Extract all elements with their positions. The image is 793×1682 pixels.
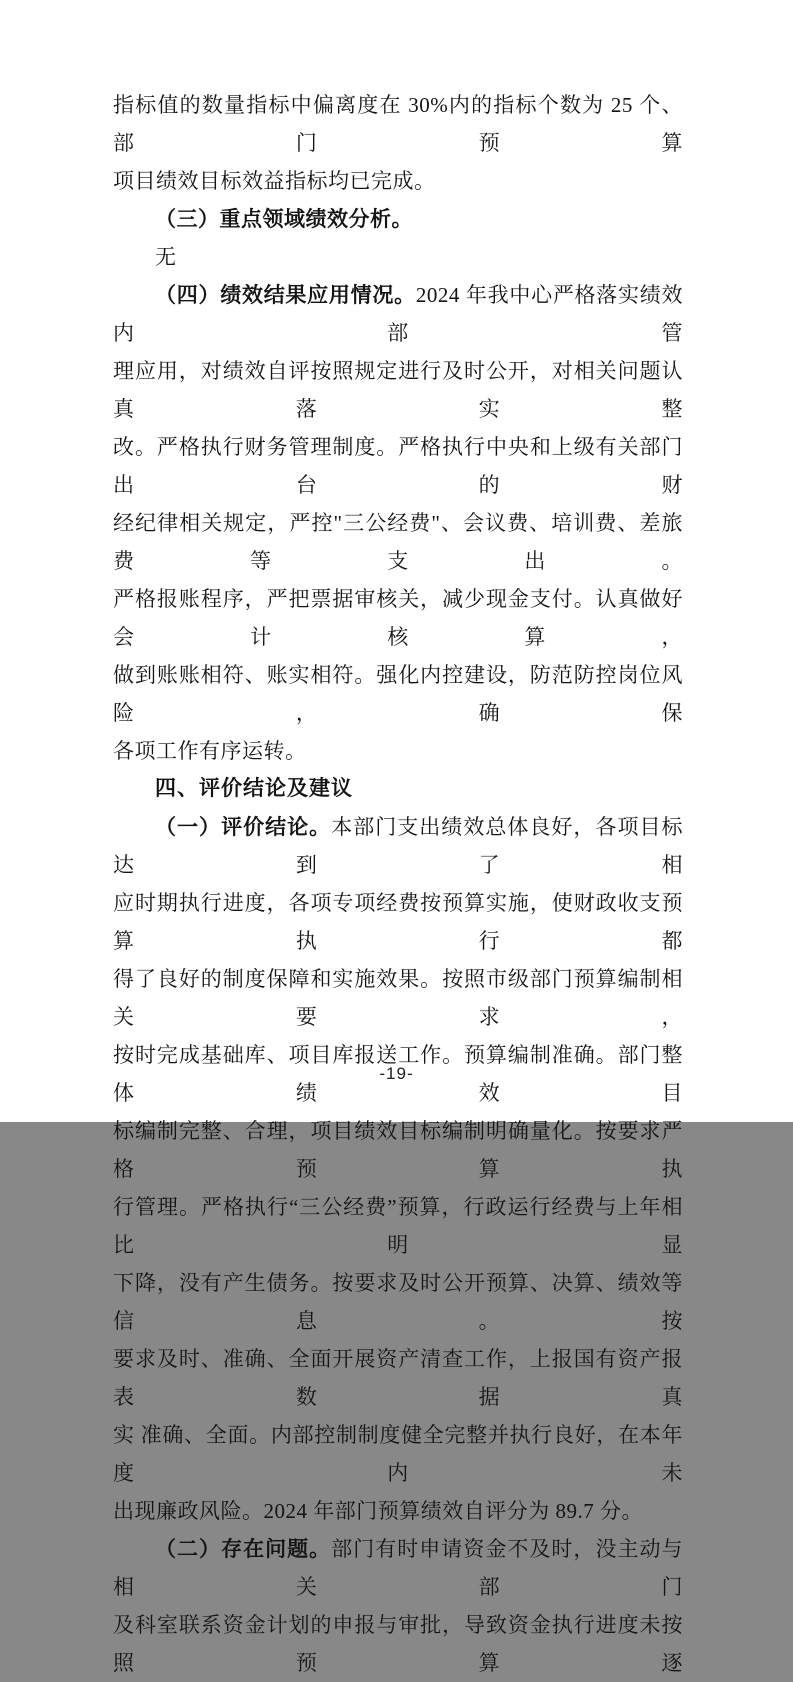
text-line <box>113 656 683 732</box>
body-text: 经纪律相关规定，严控"三公经费"、会议费、培训费、差旅费等支出。 <box>113 511 683 573</box>
text-line <box>113 1264 683 1340</box>
text-line <box>113 884 683 960</box>
body-text: 做到账账相符、账实相符。强化内控建设，防范防控岗位风险，确保 <box>113 663 683 725</box>
page-number: -19- <box>379 1064 414 1083</box>
body-text: 严格报账程序，严把票据审核关，减少现金支付。认真做好会计核算， <box>113 587 683 649</box>
text-line <box>113 162 683 200</box>
text-line <box>113 1112 683 1188</box>
text-line <box>113 1606 683 1682</box>
text-line <box>113 352 683 428</box>
text-line <box>113 1416 683 1492</box>
text-line <box>113 504 683 580</box>
body-text: 指标值的数量指标中偏离度在 30%内的指标个数为 25 个、部门预算 <box>113 93 683 155</box>
text-line <box>113 580 683 656</box>
body-text: 部门有时申请资金不及时，没主动与相关部门 <box>113 1537 684 1599</box>
text-line <box>113 1530 683 1606</box>
body-text: 改。严格执行财务管理制度。严格执行中央和上级有关部门出台的财 <box>113 435 683 497</box>
text-line <box>113 808 683 884</box>
body-text: 各项工作有序运转。 <box>113 739 307 763</box>
text-line <box>113 1340 683 1416</box>
subheading-text: （一）评价结论。 <box>155 815 332 839</box>
body-text: 出现廉政风险。2024 年部门预算绩效自评分为 89.7 分。 <box>113 1499 643 1523</box>
subheading-text: （四）绩效结果应用情况。 <box>155 283 416 307</box>
body-text: 按时完成基础库、项目库报送工作。预算编制准确。部门整体绩效目 <box>113 1043 683 1105</box>
body-text: 下降，没有产生债务。按要求及时公开预算、决算、绩效等信息。按 <box>113 1271 683 1333</box>
subheading-text: （三）重点领域绩效分析。 <box>155 207 413 231</box>
text-line <box>113 960 683 1036</box>
text-line <box>113 1188 683 1264</box>
body-text: 2024 年我中心严格落实绩效内部管 <box>113 283 684 345</box>
body-text: 得了良好的制度保障和实施效果。按照市级部门预算编制相关要求， <box>113 967 683 1029</box>
subheading-text: （二）存在问题。 <box>155 1537 332 1561</box>
body-text: 理应用，对绩效自评按照规定进行及时公开，对相关问题认真落实整 <box>113 359 683 421</box>
body-text: 要求及时、准确、全面开展资产清查工作，上报国有资产报表数据真 <box>113 1347 683 1409</box>
text-line <box>113 1492 683 1530</box>
body-text: 实 准确、全面。内部控制制度健全完整并执行良好，在本年度内未 <box>113 1423 683 1485</box>
body-text: 行管理。严格执行“三公经费”预算，行政运行经费与上年相比明显 <box>113 1195 683 1257</box>
body-text: 四、评价结论及建议 <box>155 777 353 800</box>
body-text: 及科室联系资金计划的申报与审批，导致资金执行进度未按照预算逐 <box>113 1613 683 1675</box>
body-text: 项目绩效目标效益指标均已完成。 <box>113 169 436 193</box>
section-heading-line <box>113 770 683 808</box>
body-text: 无 <box>155 245 177 269</box>
text-line <box>113 732 683 770</box>
text-line <box>113 428 683 504</box>
text-line <box>113 238 683 276</box>
body-text: 本部门支出绩效总体良好，各项目标达到了相 <box>113 815 684 877</box>
text-line <box>113 86 683 162</box>
text-line <box>113 200 683 238</box>
document-body <box>113 86 683 1682</box>
body-text: 标编制完整、合理，项目绩效目标编制明确量化。按要求严格预算执 <box>113 1119 683 1181</box>
body-text: 应时期执行进度，各项专项经费按预算实施，使财政收支预算执行都 <box>113 891 683 953</box>
text-line <box>113 276 683 352</box>
